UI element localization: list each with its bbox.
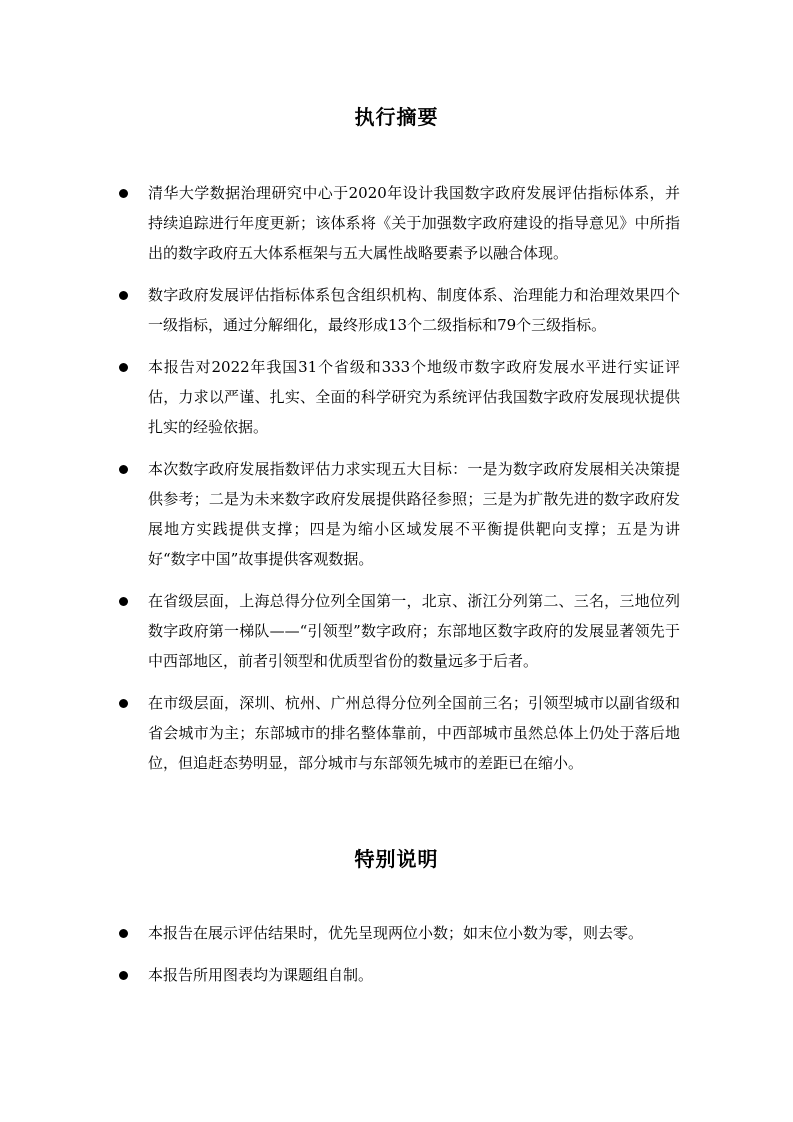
bullet-icon <box>119 971 128 980</box>
summary-title: 执行摘要 <box>354 105 439 129</box>
note-item-text: 本报告所用图表均为课题组自制。 <box>148 966 374 984</box>
bullet-icon <box>119 363 128 372</box>
summary-item-text: 清华大学数据治理研究中心于2020年设计我国数字政府发展评估指标体系，并持续追踪进行年度更新；该体系将《关于加强数字政府建设的指导意见》中所指出的数字政府五大体系框架与五大属性战略要素予以融合体现。 <box>148 184 680 262</box>
summary-item-text: 数字政府发展评估指标体系包含组织机构、制度体系、治理能力和治理效果四个一级指标，通过分解细化，最终形成13个二级指标和79个三级指标。 <box>148 286 680 334</box>
bullet-icon <box>119 929 128 938</box>
note-item <box>114 918 680 948</box>
summary-item <box>114 352 680 442</box>
summary-item-text: 本次数字政府发展指数评估力求实现五大目标：一是为数字政府发展相关决策提供参考；二是为未来数字政府发展提供路径参照；三是为扩散先进的数字政府发展地方实践提供支撑；四是为缩小区域发展不平衡提供靶向支撑；五是为讲好“数字中国”故事提供客观数据。 <box>148 460 680 568</box>
note-item <box>114 960 680 990</box>
bullet-icon <box>119 465 128 474</box>
summary-list <box>114 178 680 778</box>
note-item-text: 本报告在展示评估结果时，优先呈现两位小数；如末位小数为零，则去零。 <box>148 924 644 942</box>
summary-item-text: 本报告对2022年我国31个省级和333个地级市数字政府发展水平进行实证评估，力求以严谨、扎实、全面的科学研究为系统评估我国数字政府发展现状提供扎实的经验依据。 <box>148 358 680 436</box>
summary-item <box>114 280 680 340</box>
summary-item <box>114 454 680 574</box>
notes-list <box>114 918 680 990</box>
bullet-icon <box>119 189 128 198</box>
summary-item <box>114 178 680 268</box>
bullet-icon <box>119 597 128 606</box>
summary-item <box>114 688 680 778</box>
bullet-icon <box>119 291 128 300</box>
bullet-icon <box>119 699 128 708</box>
summary-item-text: 在省级层面，上海总得分位列全国第一，北京、浙江分列第二、三名，三地位列数字政府第一梯队——“引领型”数字政府；东部地区数字政府的发展显著领先于中西部地区，前者引领型和优质型省份的数量远多于后者。 <box>148 592 680 670</box>
notes-title: 特别说明 <box>354 847 439 871</box>
summary-item <box>114 586 680 676</box>
summary-item-text: 在市级层面，深圳、杭州、广州总得分位列全国前三名；引领型城市以副省级和省会城市为主；东部城市的排名整体靠前，中西部城市虽然总体上仍处于落后地位，但追赶态势明显，部分城市与东部领先城市的差距已在缩小。 <box>148 694 680 772</box>
